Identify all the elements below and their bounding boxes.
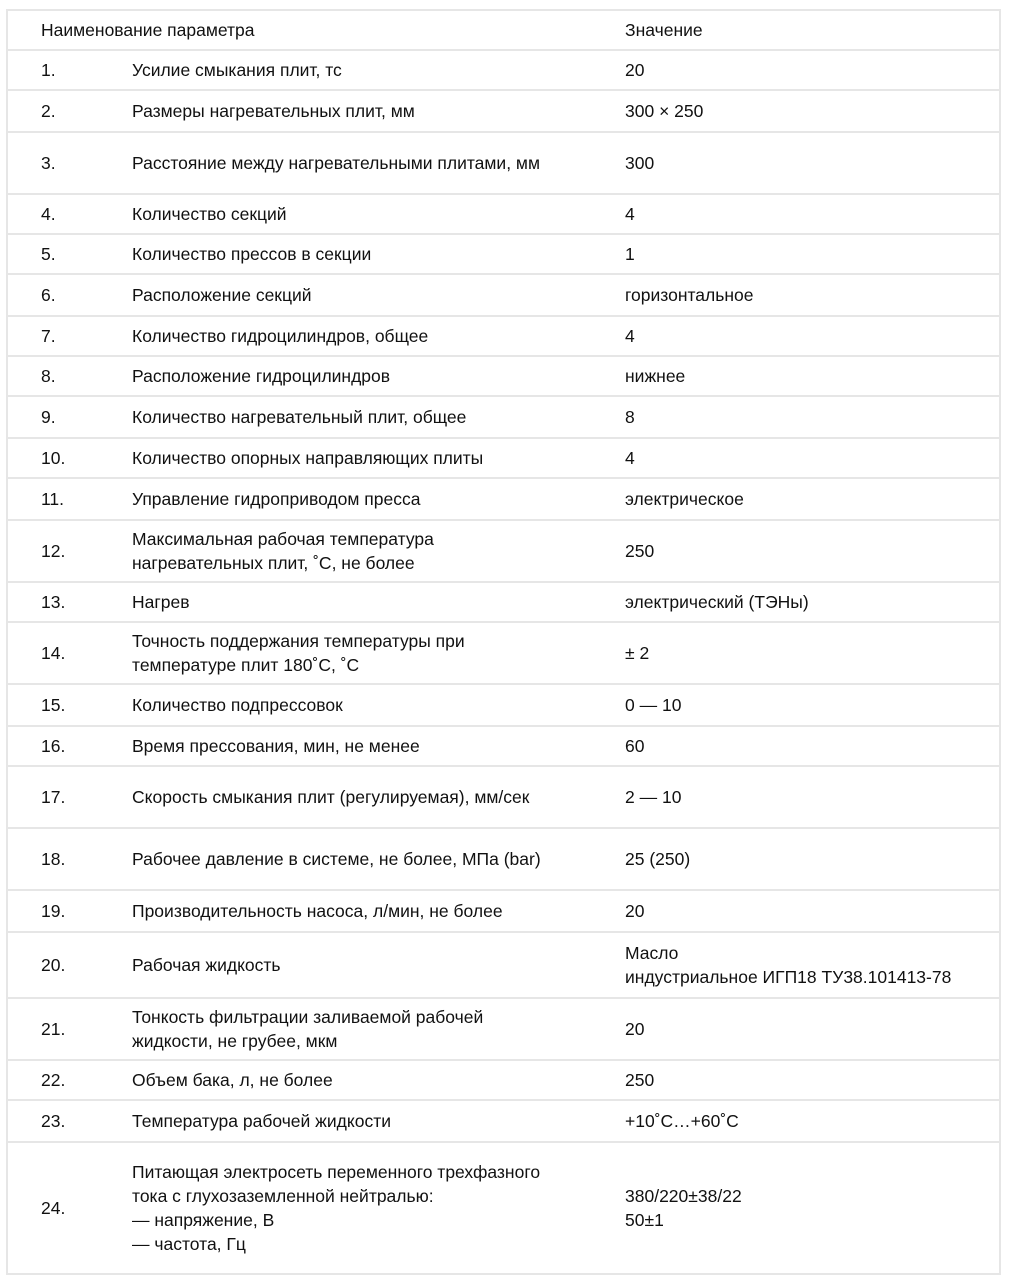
row-parameter: Управление гидроприводом пресса <box>132 478 625 520</box>
row-number: 2. <box>7 90 132 132</box>
table-row <box>7 582 1000 622</box>
row-parameter: Объем бака, л, не более <box>132 1060 625 1100</box>
row-value: 4 <box>625 438 1000 478</box>
row-number: 10. <box>7 438 132 478</box>
table-row <box>7 50 1000 90</box>
row-value: 2 — 10 <box>625 766 1000 828</box>
row-number: 8. <box>7 356 132 396</box>
row-value: Масло индустриальное ИГП18 ТУ38.101413-78 <box>625 932 1000 998</box>
row-number: 18. <box>7 828 132 890</box>
row-number: 19. <box>7 890 132 932</box>
row-value: 300 × 250 <box>625 90 1000 132</box>
row-value: 300 <box>625 132 1000 194</box>
row-parameter: Расположение секций <box>132 274 625 316</box>
row-parameter: Количество опорных направляющих плиты <box>132 438 625 478</box>
row-parameter: Питающая электросеть переменного трехфазного тока с глухозаземленной нейтралью: — напряжение, В — частота, Гц <box>132 1142 625 1274</box>
table-row <box>7 1100 1000 1142</box>
row-parameter: Рабочая жидкость <box>132 932 625 998</box>
row-number: 6. <box>7 274 132 316</box>
spec-table <box>6 9 1001 1275</box>
row-number: 24. <box>7 1142 132 1274</box>
spec-table-container <box>6 9 999 1275</box>
row-number: 17. <box>7 766 132 828</box>
row-parameter: Время прессования, мин, не менее <box>132 726 625 766</box>
row-value: 20 <box>625 890 1000 932</box>
row-parameter: Расположение гидроцилиндров <box>132 356 625 396</box>
row-value: горизонтальное <box>625 274 1000 316</box>
table-row <box>7 90 1000 132</box>
header-param: Наименование параметра <box>7 10 625 50</box>
row-value: ± 2 <box>625 622 1000 684</box>
row-value: 0 — 10 <box>625 684 1000 726</box>
table-row <box>7 274 1000 316</box>
row-value: 4 <box>625 194 1000 234</box>
table-row <box>7 1060 1000 1100</box>
row-number: 9. <box>7 396 132 438</box>
row-parameter: Усилие смыкания плит, тс <box>132 50 625 90</box>
header-value: Значение <box>625 10 1000 50</box>
row-value: +10˚С…+60˚С <box>625 1100 1000 1142</box>
table-row <box>7 396 1000 438</box>
table-row <box>7 520 1000 582</box>
row-number: 21. <box>7 998 132 1060</box>
table-row <box>7 622 1000 684</box>
table-row <box>7 132 1000 194</box>
table-row <box>7 234 1000 274</box>
table-row <box>7 356 1000 396</box>
row-parameter: Количество секций <box>132 194 625 234</box>
row-number: 12. <box>7 520 132 582</box>
row-value: 20 <box>625 50 1000 90</box>
row-parameter: Количество подпрессовок <box>132 684 625 726</box>
row-parameter: Расстояние между нагревательными плитами, мм <box>132 132 625 194</box>
row-number: 13. <box>7 582 132 622</box>
row-number: 20. <box>7 932 132 998</box>
row-number: 23. <box>7 1100 132 1142</box>
row-value: 60 <box>625 726 1000 766</box>
row-number: 16. <box>7 726 132 766</box>
row-parameter: Точность поддержания температуры при температуре плит 180˚С, ˚С <box>132 622 625 684</box>
row-number: 5. <box>7 234 132 274</box>
table-row <box>7 998 1000 1060</box>
row-parameter: Производительность насоса, л/мин, не более <box>132 890 625 932</box>
row-value: 250 <box>625 520 1000 582</box>
table-row <box>7 1142 1000 1274</box>
row-parameter: Тонкость фильтрации заливаемой рабочей жидкости, не грубее, мкм <box>132 998 625 1060</box>
row-parameter: Максимальная рабочая температура нагревательных плит, ˚С, не более <box>132 520 625 582</box>
row-value: 380/220±38/22 50±1 <box>625 1142 1000 1274</box>
table-row <box>7 932 1000 998</box>
row-number: 7. <box>7 316 132 356</box>
table-row <box>7 478 1000 520</box>
row-value: 25 (250) <box>625 828 1000 890</box>
row-parameter: Нагрев <box>132 582 625 622</box>
table-row <box>7 194 1000 234</box>
row-value: электрический (ТЭНы) <box>625 582 1000 622</box>
row-number: 15. <box>7 684 132 726</box>
row-value: электрическое <box>625 478 1000 520</box>
row-parameter: Количество прессов в секции <box>132 234 625 274</box>
row-number: 4. <box>7 194 132 234</box>
table-row <box>7 726 1000 766</box>
row-value: 20 <box>625 998 1000 1060</box>
row-parameter: Рабочее давление в системе, не более, МПа (bar) <box>132 828 625 890</box>
table-row <box>7 316 1000 356</box>
row-number: 14. <box>7 622 132 684</box>
row-parameter: Количество нагревательный плит, общее <box>132 396 625 438</box>
row-number: 1. <box>7 50 132 90</box>
row-parameter: Скорость смыкания плит (регулируемая), мм/сек <box>132 766 625 828</box>
row-number: 11. <box>7 478 132 520</box>
row-value: нижнее <box>625 356 1000 396</box>
row-parameter: Количество гидроцилиндров, общее <box>132 316 625 356</box>
row-parameter: Размеры нагревательных плит, мм <box>132 90 625 132</box>
row-number: 3. <box>7 132 132 194</box>
row-value: 4 <box>625 316 1000 356</box>
row-parameter: Температура рабочей жидкости <box>132 1100 625 1142</box>
row-number: 22. <box>7 1060 132 1100</box>
table-header-row <box>7 10 1000 50</box>
table-row <box>7 828 1000 890</box>
row-value: 250 <box>625 1060 1000 1100</box>
table-row <box>7 890 1000 932</box>
table-row <box>7 766 1000 828</box>
row-value: 8 <box>625 396 1000 438</box>
table-row <box>7 438 1000 478</box>
table-row <box>7 684 1000 726</box>
row-value: 1 <box>625 234 1000 274</box>
